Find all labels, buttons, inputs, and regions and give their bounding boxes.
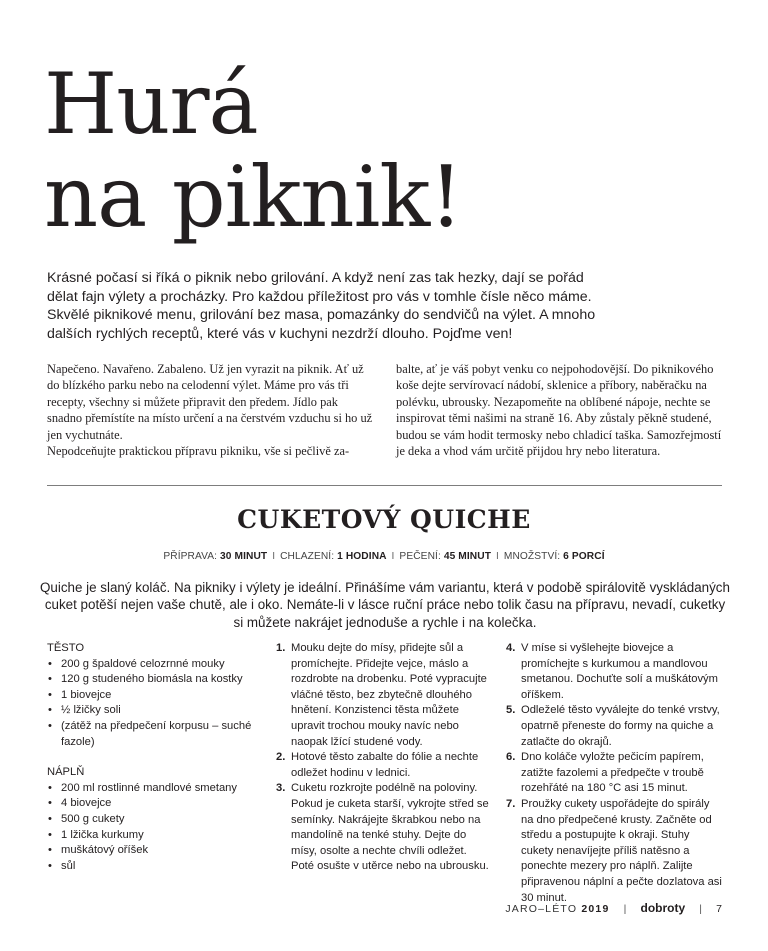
method-steps-column-2 (506, 641, 724, 906)
title-line-1: Hurá (44, 55, 258, 153)
recipe-intro: Quiche je slaný koláč. Na pikniky i výlety je ideální. Přinášíme vám variantu, která v podobě spirálovitě vyskládaných cuket potěší nejen vaše chutě, ale i oko. Nemáte-li v lásce ruční práce nebo tolik času na přípravu, nevadí, cuketky si můžete nakrájet jednoduše a rychle i na kolečka. (40, 580, 730, 630)
ingredient-group-heading: TĚSTO (47, 642, 85, 654)
page-title (44, 55, 744, 246)
ingredient-item (47, 796, 272, 812)
ingredient-text: 200 g špaldové celozrnné mouky (61, 657, 225, 670)
intro-paragraph: Napečeno. Navařeno. Zabaleno. Už jen vyrazit na piknik. Ať už do blízkého parku nebo na celodenní výlet. Máme pro vás tři recepty, všechny si můžete připravit den předem. Jídlo pak snadno přemístíte na místo určení a na čerstvém vzduchu si ho už jen vychutnáte. (47, 362, 373, 442)
method-step (506, 797, 724, 906)
meta-separator: I (391, 551, 395, 562)
step-text: Hotové těsto zabalte do fólie a nechte odležet hodinu v lednici. (291, 751, 479, 779)
footer-separator: | (699, 903, 703, 915)
recipe-title: CUKETOVÝ QUICHE (237, 505, 531, 534)
prep-label: PŘÍPRAVA: (163, 551, 218, 562)
method-step (276, 750, 491, 781)
step-number: 3. (276, 782, 286, 795)
bullet-icon: • (48, 844, 52, 857)
step-text: Mouku dejte do mísy, přidejte sůl a promíchejte. Přidejte vejce, máslo a rozdrobte na drobenku. Poté vypracujte vláčné těsto, bez zbytečně dlouhého hnětení. Konzistenci těsta můžete upravit trochou mouky navíc nebo naopak lžící studené vody. (291, 642, 487, 748)
bullet-icon: • (48, 859, 52, 872)
method-step (276, 781, 491, 875)
section-divider (47, 485, 722, 486)
method-step (506, 750, 724, 797)
chill-value: 1 HODINA (337, 551, 387, 562)
page-number: 7 (716, 903, 722, 915)
title-line-2: na piknik! (44, 148, 463, 246)
bullet-icon: • (48, 657, 52, 670)
ingredient-text: ½ lžičky soli (61, 704, 121, 717)
footer-brand: dobroty (640, 901, 686, 915)
method-steps-column-1 (276, 641, 491, 875)
ingredient-item (47, 812, 272, 828)
step-text: Dno koláče vyložte pečicím papírem, zatižte fazolemi a předpečte v troubě rozehřáté na 180 °C asi 15 minut. (521, 751, 704, 795)
ingredient-text: (zátěž na předpečení korpusu – suché fazole) (61, 719, 252, 748)
ingredient-item (47, 859, 272, 875)
ingredient-text: 1 lžička kurkumy (61, 828, 144, 841)
ingredient-text: 120 g studeného biomásla na kostky (61, 673, 243, 686)
chill-label: CHLAZENÍ: (280, 551, 335, 562)
ingredient-item (47, 719, 272, 750)
ingredient-text: 500 g cukety (61, 812, 125, 825)
ingredient-text: sůl (61, 859, 76, 872)
ingredient-text: 1 biovejce (61, 688, 112, 701)
meta-separator: I (495, 551, 499, 562)
bullet-icon: • (48, 688, 52, 701)
step-number: 6. (506, 751, 516, 764)
meta-separator: I (272, 551, 276, 562)
step-text: Proužky cukety uspořádejte do spirály na dno předpečené krusty. Začněte od středu a postupujte k okraji. Stuhy cukety nenavíjejte příliš natěsno a ponechte mezery pro náplň. Zalijte připravenou náplní a pečte dozlatova asi 30 minut. (521, 797, 722, 904)
ingredient-item (47, 843, 272, 859)
ingredient-item (47, 828, 272, 844)
step-text: V míse si vyšlehejte biovejce a promíchejte s kurkumou a mandlovou smetanou. Dochuťte solí a muškátovým oříškem. (521, 642, 718, 701)
bullet-icon: • (48, 719, 52, 732)
bullet-icon: • (48, 828, 52, 841)
bullet-icon: • (48, 812, 52, 825)
ingredient-item (47, 703, 272, 719)
footer-year: 2019 (581, 903, 610, 915)
ingredient-item (47, 781, 272, 797)
step-text: Odleželé těsto vyválejte do tenké vrstvy, opatrně přeneste do formy na quiche a zatlačte do okrajů. (521, 704, 720, 748)
bake-label: PEČENÍ: (399, 551, 441, 562)
step-number: 4. (506, 642, 516, 654)
intro-columns (47, 361, 723, 459)
page-footer (505, 901, 722, 915)
method-step (276, 641, 491, 750)
bullet-icon: • (48, 704, 52, 717)
intro-column-1 (47, 361, 374, 459)
lead-paragraph: Krásné počasí si říká o piknik nebo grilování. A když není zas tak hezky, dají se pořád dělat fajn výlety a procházky. Pro každou příležitost pro vás v tomhle čísle něco máme. Skvělé piknikové menu, grilování bez masa, pomazánky do sendvičů na výlet. A mnoho dalších rychlých receptů, které vás v kuchyni nezdrží dlouho. Pojďme ven! (47, 270, 596, 342)
bullet-icon: • (48, 673, 52, 686)
footer-season: JARO–LÉTO (505, 903, 578, 915)
ingredient-item (47, 657, 272, 673)
ingredients (47, 641, 272, 889)
bake-value: 45 MINUT (443, 551, 492, 562)
ingredient-group-heading: NÁPLŇ (47, 766, 85, 779)
yield-label: MNOŽSTVÍ: (503, 551, 561, 562)
intro-paragraph: Nepodceňujte praktickou přípravu pikniku, vše si pečlivě za- (47, 444, 350, 459)
prep-value: 30 MINUT (220, 551, 268, 562)
bullet-icon: • (48, 781, 52, 794)
step-number: 1. (276, 642, 286, 654)
ingredient-group (47, 641, 272, 750)
step-number: 7. (506, 797, 516, 810)
step-number: 5. (506, 704, 516, 717)
step-number: 2. (276, 751, 286, 764)
ingredient-text: 4 biovejce (61, 797, 112, 810)
yield-value: 6 PORCÍ (563, 551, 605, 562)
ingredient-group (47, 765, 272, 874)
ingredient-list (47, 781, 272, 875)
footer-separator: | (623, 903, 627, 915)
intro-paragraph: balte, ať je váš pobyt venku co nejpohodovější. Do piknikového koše dejte servírovací nádobí, sklenice a příbory, naběračku na polévku, ubrousky. Nezapomeňte na oblíbené nápoje, nechte se inspirovat těmi našimi na straně 16. Aby zůstaly pěkně studené, budou se vám hodit termosky nebo chladicí taška. Samozřejmostí je deka a vhod vám určitě přijdou hry nebo literatura. (396, 362, 722, 459)
recipe-meta (0, 551, 768, 562)
ingredient-text: 200 ml rostlinné mandlové smetany (61, 781, 237, 794)
ingredient-text: muškátový oříšek (61, 844, 149, 857)
ingredient-list (47, 657, 272, 751)
method-step (506, 703, 724, 750)
ingredient-item (47, 688, 272, 704)
intro-column-2 (396, 361, 723, 459)
ingredient-item (47, 672, 272, 688)
step-text: Cuketu rozkrojte podélně na poloviny. Pokud je cuketa starší, vykrojte střed se semínky. Nakrájejte škrabkou nebo na mandolíně na tenké stuhy. Dejte do mísy, osolte a nechte chvíli odležet. Poté osušte v utěrce nebo na ubrousku. (291, 782, 489, 873)
bullet-icon: • (48, 797, 52, 810)
method-step (506, 641, 724, 703)
